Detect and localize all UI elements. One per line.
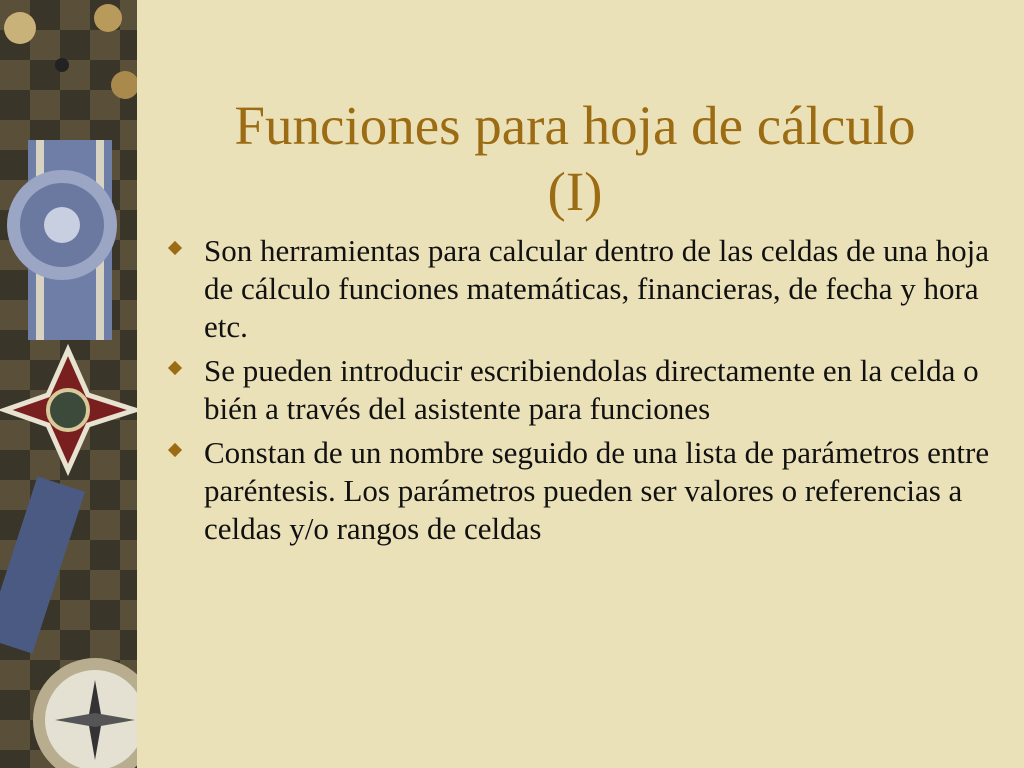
slide-title-line-1: Funciones para hoja de cálculo xyxy=(234,94,916,156)
bullet-text: Constan de un nombre seguido de una lista de parámetros entre paréntesis. Los parámetros pueden ser valores o referencias a celdas y/o rangos de celdas xyxy=(204,435,990,546)
medal-decoration-strip xyxy=(0,0,137,768)
slide-title-line-2: (I) xyxy=(547,160,603,222)
diamond-bullet-icon xyxy=(168,241,182,255)
bullet-text: Son herramientas para calcular dentro de las celdas de una hoja de cálculo funciones matemáticas, financieras, de fecha y hora etc. xyxy=(204,233,989,344)
bullet-item xyxy=(168,232,1008,346)
bullet-text: Se pueden introducir escribiendolas directamente en la celda o bién a través del asistente para funciones xyxy=(204,353,979,426)
medal-photo-image xyxy=(0,0,137,768)
diamond-bullet-icon xyxy=(168,361,182,375)
bullet-list xyxy=(168,232,1008,554)
bullet-item xyxy=(168,352,1008,428)
diamond-bullet-icon xyxy=(168,443,182,457)
bullet-item xyxy=(168,434,1008,548)
slide-title xyxy=(150,93,1000,225)
